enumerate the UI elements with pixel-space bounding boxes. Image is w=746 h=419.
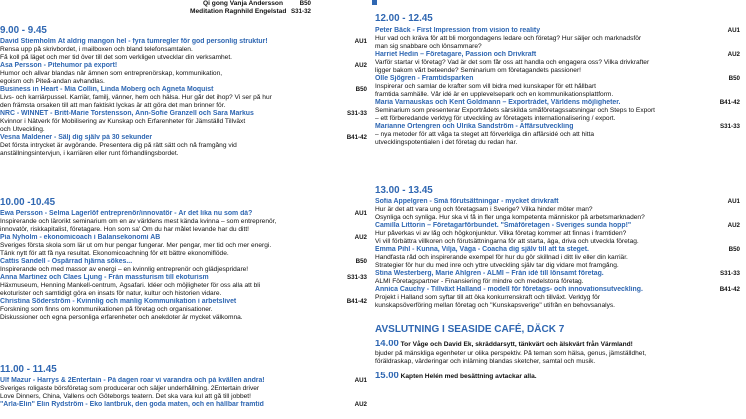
session-title-row [375,198,746,206]
time-slot-heading: 11.00 - 11.45 [0,364,57,375]
closing-item-title: Kapten Helén med besättning avtackar alla. [400,373,537,380]
session-title-row [0,377,373,385]
room-code: AU1 [727,198,740,205]
session-description: Seminarium som presenterar Exportrådets särskilda småföretagssatsningar och Steps to Export [375,107,655,114]
session-title-row [0,298,373,306]
session-desc-row [0,385,373,393]
session-title[interactable]: Christina Söderström - Kvinnlig och manlig Kommunikation i arbetslivet [0,298,237,305]
session-desc-row [375,59,746,67]
session-description: anställningsintervjun, i karriären eller runt förhandlingsbordet. [0,150,179,157]
room-code: S31-33 [347,110,367,117]
session-desc-row [375,67,746,75]
session-description: Det första intrycket är avgörande. Presentera dig på rätt sätt och nå framgång vid [0,142,237,149]
closing-heading: AVSLUTNING I SEASIDE CAFÉ, DÄCK 7 [375,324,565,335]
session-description: ligger bakom vårt beteende? Seminarium om företagandets passioner! [375,67,581,74]
closing-item-title: Tor Våge och David Ek, skräddarsytt, tänkvärt och älskvärt från Värmland! [400,341,633,348]
session-title-row [0,258,373,266]
room-code: B41-42 [719,286,740,293]
session-title[interactable]: Åsa Persson - Pitehumor på export! [0,62,118,69]
session-desc-row [0,54,373,62]
session-title[interactable]: Business in Heart - Mia Collin, Linda Moberg och Agneta Moquist [0,86,214,93]
room-code: B50 [355,86,367,93]
session-desc-row [375,131,746,139]
time-slot-heading: 10.00 -10.45 [0,197,56,208]
room-code: AU1 [354,210,367,217]
room-code: S31-33 [720,270,740,277]
session-title-row [375,246,746,254]
session-description: Forskning som finns om kommunikationen på företag och organisationer. [0,306,213,313]
session-desc-row [0,70,373,78]
session-desc-row [0,150,373,158]
session-description: Handfasta råd och inspirerande exempel för hur du gör skillnad i ditt liv eller din karriär. [375,254,628,261]
session-description: – nya metoder för att våga ta steget att förverkliga din affärsidé och att hitta [375,131,595,138]
room-code: AU1 [354,377,367,384]
closing-desc-text: bjuder på mänskliga egenheter ur olika perspektiv. På teman som hälsa, genus, jämställdhet, [375,350,647,357]
session-title[interactable]: Marianne Örtengren och Ulrika Sandström - Affärsutveckling [375,123,574,130]
session-desc-row [0,102,373,110]
session-title-row [0,401,373,409]
session-description: framtida samhälle. Vår idé är en upplevelsepark och en kommunikationsplattform. [375,91,614,98]
session-title[interactable]: Sofia Appelgren - Små förutsättningar - mycket drivkraft [375,198,559,205]
session-desc-row [375,115,746,123]
session-title-row [0,134,373,142]
session-title-row [0,38,373,46]
session-description: utvecklingspotentialen i det företag du redan har. [375,139,518,146]
session-description: Livs- och karriärpussel. Karriär, familj, vänner, hem och hälsa. Hur går det ihop? Vi ser på hur [0,94,272,101]
closing-item-time: 15.00 [375,372,399,381]
room-code: B41-42 [346,298,367,305]
closing-desc-line [375,358,746,366]
session-title-row [375,270,746,278]
session-desc-row [375,262,746,270]
session-title[interactable]: Harriet Hedin – Företagare, Passion och Drivkraft [375,51,537,58]
top-entry-code: B50 [299,0,311,7]
session-title[interactable]: Pia Nyholm - ekonomicoach i Balansekonomi AB [0,234,161,241]
session-title[interactable]: Stina Westerberg, Marie Ahlgren - ALMI – Från idé till lönsamt företag. [375,270,604,277]
session-description: Varför startar vi företag? Vad är det som får oss att handla och engagera oss? Vilka drivkrafter [375,59,650,66]
session-desc-row [375,214,746,222]
room-code: B50 [355,258,367,265]
session-desc-row [0,142,373,150]
session-description: Hur vad och kräva för att bli morgondagens ledare och företag? Hur säljer och marknadsför [375,35,642,42]
session-desc-row [0,94,373,102]
session-desc-row [375,294,746,302]
session-desc-row [375,278,746,286]
room-code: B50 [728,75,740,82]
session-title-row [0,86,373,94]
right-column [375,0,746,419]
session-title[interactable]: Vesna Maldener - Sälj dig själv på 30 sekunder [0,134,153,141]
session-desc-row [375,83,746,91]
session-description: Kvinnor i Nätverk för Mobilisering av Kunskap och Erfarenheter för Jämställd Tillväxt [0,118,246,125]
room-code: AU1 [727,27,740,34]
session-desc-row [0,242,373,250]
session-description: Inspirerande och lärorikt seminarium om en av världens mest kända kvinna – som entreprenör, [0,218,277,225]
session-title[interactable]: Emma Pihl - Kunna, Vilja, Våga - Coacha dig själv till att ta steget. [375,246,589,253]
session-description: Diskussioner och egna personliga erfarenheter och anekdoter är mycket välkomna. [0,314,243,321]
top-entry [0,8,373,16]
session-title-row [375,51,746,59]
session-description: Projekt i Halland som syftar till att öka konkurrenskraft och tillväxt. Verktyg för [375,294,601,301]
room-code: B50 [728,246,740,253]
room-code: AU2 [727,51,740,58]
session-title[interactable]: "Arla-Elin" Elin Rydström - Eko lantbruk, den goda maten, och en hållbar framtid [0,401,264,408]
room-code: AU2 [727,222,740,229]
session-title-row [375,222,746,230]
session-desc-row [0,126,373,134]
session-description: Inspirerar och samlar de krafter som vill bidra med kunskaper för ett hållbart [375,83,596,90]
session-title[interactable]: Annica Cauchy - Tillväxt Halland - modell för företags- och innovationsutveckling. [375,286,643,293]
session-desc-row [0,46,373,54]
session-desc-row [375,238,746,246]
session-description: Humor och allvar blandas när ämnen som entreprenörskap, kommunikation, [0,70,223,77]
room-code: AU2 [354,234,367,241]
room-code: B41-42 [346,134,367,141]
session-desc-row [375,107,746,115]
session-description: Sveriges första skola som lär ut om hur pengar fungerar. Mer pengar, mer tid och mer energi. [0,242,272,249]
room-code: B41-42 [719,99,740,106]
top-entry-text: Qi gong Vanja Andersson [203,0,283,7]
session-title-row [0,274,373,282]
session-desc-row [0,306,373,314]
session-title-row [0,110,373,118]
session-desc-row [375,139,746,147]
closing-item-line [375,372,537,381]
session-title[interactable]: Anna Martinez och Claes Ljung - Från massturism till ekoturism [0,274,209,281]
session-desc-row [0,393,373,401]
session-title-row [375,123,746,131]
session-title-row [375,27,746,35]
room-code: AU2 [354,62,367,69]
session-description: den främsta orsaken till att man faktiskt lyckas är att göra det man brinner för. [0,102,226,109]
session-description: Rensa upp på skrivbordet, i mailboxen och bland telefonsamtalen. [0,46,193,53]
session-description: Få koll på läget och mer tid över till det som verkligen utvecklar din verksamhet. [0,54,232,61]
session-desc-row [0,118,373,126]
session-title[interactable]: Maria Varnauskas och Kent Goldmann – Exportrådet, Världens möjligheter. [375,99,621,106]
session-desc-row [375,35,746,43]
session-desc-row [375,43,746,51]
session-title[interactable]: Peter Bäck - First Impression from vision to reality [375,27,541,34]
session-desc-row [0,290,373,298]
room-code: S31-33 [720,123,740,130]
top-entry-code: S31-32 [291,8,311,15]
session-description: – ett förberedande verktyg för utveckling av företagets internationalisering / export. [375,115,616,122]
session-desc-row [0,78,373,86]
session-description: man sig snabbare och lönsammare? [375,43,482,50]
session-description: Hur påverkas vi av låg och högkonjunktur. Vilka företag kommer att finnas i framtiden? [375,230,627,237]
session-description: ALMI Företagspartner - Finansiering för mindre och medelstora företag. [375,278,584,285]
top-entry [0,0,373,8]
session-desc-row [0,250,373,258]
session-title[interactable]: Ulf Mazur - Harrys & 2Entertain - På dagen roar vi varandra och på kvällen andra! [0,377,265,384]
session-desc-row [375,230,746,238]
session-description: och Utveckling. [0,126,45,133]
closing-item [375,372,746,383]
session-description: egoism och Piteå-andan avhandlas. [0,78,105,85]
session-description: Strategier för hur du med inre och yttre utveckling själv tar dig vidare mot framgång. [375,262,619,269]
session-title[interactable]: Olle Sjögren - Framtidsparken [375,75,474,82]
session-title-row [0,210,373,218]
session-description: Tänk nytt för att få nya resultat. Ekonomicoachning för ett bättre ekonomiflöde. [0,250,229,257]
room-code: S31-33 [347,274,367,281]
session-description: Häxmuseum, Henning Mankell-centrum, Ägsafari. Idéer och möjligheter för oss alla att bli [0,282,261,289]
session-desc-row [0,282,373,290]
session-description: kunskapsöverföring mellan företag och "Kunskapsverige" utifrån en behovsanalys. [375,302,615,309]
session-title-row [375,75,746,83]
time-slot-heading: 9.00 - 9.45 [0,25,47,36]
session-desc-row [0,226,373,234]
session-desc-row [375,254,746,262]
session-desc-row [0,266,373,274]
closing-item-time: 14.00 [375,340,399,349]
session-desc-row [0,218,373,226]
top-entry-text: Meditation Ragnhild Engelstad [190,8,287,15]
session-title[interactable]: Cattis Sandell - Ospärrad hjärna sökes... [0,258,133,265]
session-title[interactable]: Camilla Littorin – Företagarförbundet. "Småföretagen - Sveriges sunda hopp!" [375,222,632,229]
session-description: Inspirerande och med massor av energi – en kvinnlig entreprenör och glädjespridare! [0,266,249,273]
session-description: Osynliga och synliga. Hur ska vi få in fler unga kompetenta människor på arbetsmarknaden? [375,214,645,221]
session-description: innovatör, riskkapitalist, företagare. Hon som sa' Om du har målet levande har du ditt! [0,226,250,233]
session-description: Sveriges roligaste börsföretag som producerar och säljer underhållning. 2Entertain driver [0,385,260,392]
session-desc-row [375,302,746,310]
closing-item-line [375,340,633,349]
room-code: AU2 [354,401,367,408]
session-title-row [0,234,373,242]
closing-desc-text: föräldraskap, värderingar och inlärning blandas sketcher, samtal och musik. [375,358,596,365]
closing-desc-line [375,350,746,358]
session-title-row [375,286,746,294]
session-title[interactable]: David Stiemholm Ät aldrig mangon hel - fyra tumregler för god personlig struktur! [0,38,268,45]
session-desc-row [375,206,746,214]
time-slot-heading: 12.00 - 12.45 [375,13,433,24]
session-description: ekoturister och samtidigt göra en insats för natur, kultur och historien vidare. [0,290,222,297]
session-title[interactable]: NRC - WINNET - Britt-Marie Torstensson, Ann-Sofie Granzell och Sara Markus [0,110,254,117]
time-slot-heading: 13.00 - 13.45 [375,185,433,196]
session-title-row [0,62,373,70]
session-title-row [375,99,746,107]
room-code: AU1 [354,38,367,45]
session-desc-row [0,314,373,322]
session-desc-row [375,91,746,99]
session-description: Love Dinners, China, Vallens och Göteborgs teatern. Det ska vara kul att gå till jobbet! [0,393,251,400]
session-title[interactable]: Ewa Persson - Selma Lagerlöf entreprenör/innovatör - Är det lika nu som då? [0,210,253,217]
session-description: Hur är det att vara ung och företagsam i Sverige? Vilka hinder möter man? [375,206,593,213]
session-description: Vi vill förbättra villkoren och förutsättningarna för att starta, äga, driva och utveckla företag. [375,238,639,245]
